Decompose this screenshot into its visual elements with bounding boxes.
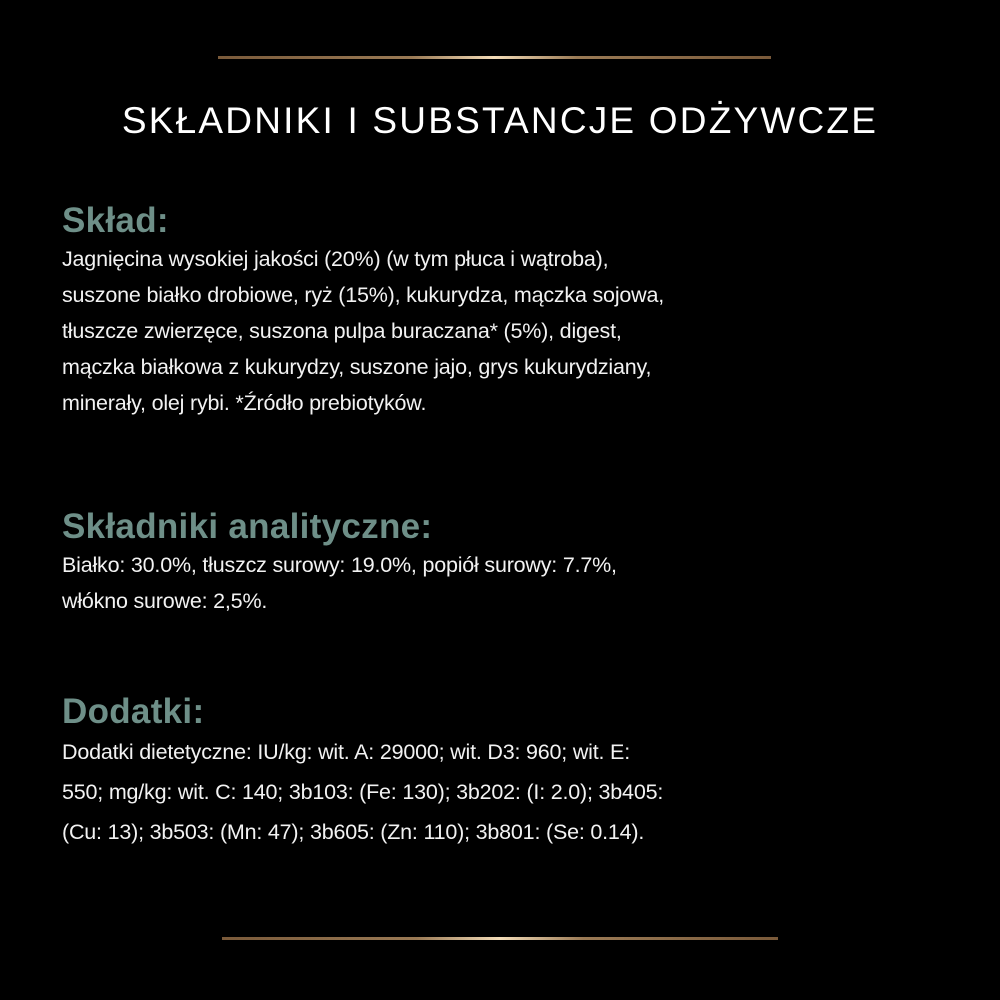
- composition-line: suszone białko drobiowe, ryż (15%), kukurydza, mączka sojowa,: [62, 283, 665, 307]
- analytical-line: włókno surowe: 2,5%.: [62, 589, 268, 613]
- additives-line: (Cu: 13); 3b503: (Mn: 47); 3b605: (Zn: 110); 3b801: (Se: 0.14).: [62, 820, 645, 844]
- composition-heading: Skład:: [62, 201, 169, 240]
- additives-section: [62, 692, 962, 852]
- composition-line: Jagnięcina wysokiej jakości (20%) (w tym płuca i wątroba),: [62, 247, 609, 271]
- composition-line: tłuszcze zwierzęce, suszona pulpa buraczana* (5%), digest,: [62, 319, 622, 343]
- composition-line: mączka białkowa z kukurydzy, suszone jajo, grys kukurydziany,: [62, 355, 652, 379]
- analytical-section: [62, 507, 962, 619]
- composition-line: minerały, olej rybi. *Źródło prebiotyków.: [62, 391, 427, 415]
- additives-line: 550; mg/kg: wit. C: 140; 3b103: (Fe: 130); 3b202: (I: 2.0); 3b405:: [62, 780, 664, 804]
- analytical-heading: Składniki analityczne:: [62, 507, 433, 546]
- page-title: SKŁADNIKI I SUBSTANCJE ODŻYWCZE: [121, 100, 879, 141]
- composition-section: [62, 201, 962, 421]
- additives-heading: Dodatki:: [62, 692, 205, 731]
- bottom-divider: [222, 937, 778, 940]
- additives-line: Dodatki dietetyczne: IU/kg: wit. A: 29000; wit. D3: 960; wit. E:: [62, 740, 630, 764]
- analytical-line: Białko: 30.0%, tłuszcz surowy: 19.0%, popiół surowy: 7.7%,: [62, 553, 617, 577]
- top-divider: [218, 56, 771, 59]
